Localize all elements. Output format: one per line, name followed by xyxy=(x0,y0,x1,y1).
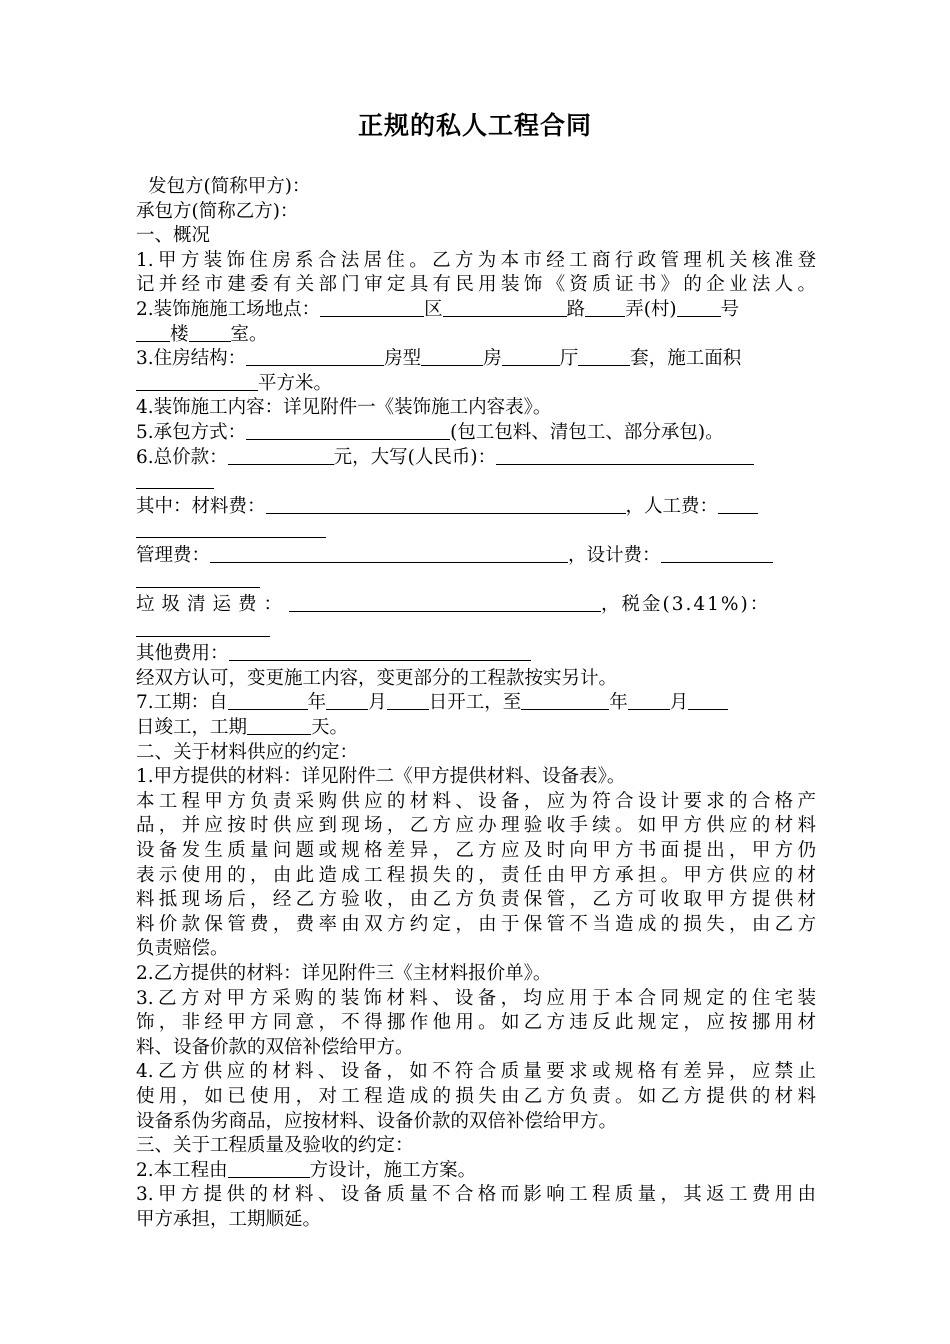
material-fee-blank xyxy=(266,495,626,514)
rooms-blank xyxy=(421,347,483,366)
paragraph-line: 设备系伪劣商品，应按材料、设备价款的双倍补偿给甲方。 xyxy=(136,1110,618,1132)
designer-blank xyxy=(228,1159,310,1178)
room-blank xyxy=(189,323,231,342)
housing-structure-line: 3.住房结构： 房型 房 厅 套，施工面积 xyxy=(136,348,742,370)
start-month-blank xyxy=(326,691,368,710)
paragraph-line: 本工程甲方负责采购供应的材料、设备，应为符合设计要求的合格产 xyxy=(136,790,816,812)
labor-fee-blank xyxy=(718,495,758,514)
waste-fee-blank xyxy=(289,593,601,612)
paragraph-line: 表示使用的，由此造成工程损失的，责任由甲方承担。甲方供应的材 xyxy=(136,864,816,886)
paragraph-line: 饰，非经甲方同意，不得挪作他用。如乙方违反此规定，应按挪用材 xyxy=(136,1012,816,1034)
end-month-blank xyxy=(628,691,670,710)
design-party-line: 2.本工程由 方设计，施工方案。 xyxy=(136,1159,477,1181)
end-year-blank xyxy=(521,691,609,710)
area-blank xyxy=(136,372,258,391)
method-blank xyxy=(246,421,450,440)
paragraph-line: 品，并应按时供应到现场，乙方应办理验收手续。如甲方供应的材料 xyxy=(136,815,816,837)
district-blank xyxy=(320,298,424,317)
paragraph-line: 4.乙方供应的材料、设备，如不符合质量要求或规格有差异，应禁止 xyxy=(136,1061,816,1083)
contract-method-line: 5.承包方式： (包工包料、清包工、部分承包)。 xyxy=(136,421,724,443)
section-heading-quality: 三、关于工程质量及验收的约定： xyxy=(136,1135,414,1157)
document-title: 正规的私人工程合同 xyxy=(357,111,592,140)
paragraph-line: 记并经市建委有关部门审定具有民用装饰《资质证书》的企业法人。 xyxy=(136,274,816,296)
paragraph-line: 料价款保管费，费率由双方约定，由于保管不当造成的损失，由乙方 xyxy=(136,913,816,935)
paragraph-line: 料、设备价款的双倍补偿给甲方。 xyxy=(136,1036,414,1058)
management-fee-line: 管理费： ，设计费： xyxy=(136,544,816,569)
paragraph-line: 使用，如已使用，对工程造成的损失由乙方负责。如乙方提供的材料 xyxy=(136,1085,816,1107)
paragraph-line: 设备发生质量问题或规格差异，乙方应及时向甲方书面提出，甲方仍 xyxy=(136,840,816,862)
halls-blank xyxy=(502,347,560,366)
site-address-line-2: 楼 室。 xyxy=(136,323,816,348)
paragraph-line: 甲方承担，工期顺延。 xyxy=(136,1208,322,1230)
total-price-line-2 xyxy=(136,470,816,495)
paragraph-line: 3.甲方提供的材料、设备质量不合格而影响工程质量，其返工费用由 xyxy=(136,1184,816,1206)
number-blank xyxy=(677,298,721,317)
content-line: 4.装饰施工内容：详见附件一《装饰施工内容表》。 xyxy=(136,397,552,419)
lane-blank xyxy=(585,298,625,317)
other-fee-line: 其他费用： xyxy=(136,642,816,667)
change-price-line: 经双方认可，变更施工内容，变更部分的工程款按实另计。 xyxy=(136,667,618,689)
party-b-line: 承包方(简称乙方)： xyxy=(136,200,299,222)
contract-body xyxy=(136,175,816,1233)
section-heading-overview: 一、概况 xyxy=(136,225,211,247)
paragraph-line: 2.乙方提供的材料：详见附件三《主材料报价单》。 xyxy=(136,963,552,984)
paragraph-line: 1.甲方提供的材料：详见附件二《甲方提供材料、设备表》。 xyxy=(136,766,626,788)
party-a-line: 发包方(简称甲方)： xyxy=(148,176,311,197)
amount-words-blank-cont xyxy=(136,470,214,489)
other-fee-blank xyxy=(229,642,531,661)
paragraph-line: 3.乙方对甲方采购的装饰材料、设备，均应用于本合同规定的住宅装 xyxy=(136,987,816,1009)
start-year-blank xyxy=(228,691,308,710)
tax-blank xyxy=(136,618,270,637)
design-fee-blank-cont xyxy=(136,569,260,588)
start-day-blank xyxy=(387,691,429,710)
material-fee-line: 其中：材料费： ，人工费： xyxy=(136,495,816,520)
end-day-blank xyxy=(688,691,728,710)
waste-fee-line-2 xyxy=(136,618,816,643)
duration-days-blank xyxy=(247,716,311,735)
material-fee-line-2 xyxy=(136,519,816,544)
management-fee-line-2 xyxy=(136,569,816,594)
total-price-line: 6.总价款： 元，大写(人民币)： xyxy=(136,446,816,471)
structure-blank xyxy=(246,347,384,366)
design-fee-blank xyxy=(661,544,773,563)
paragraph-line: 负责赔偿。 xyxy=(136,938,229,960)
labor-fee-blank-cont xyxy=(136,519,326,538)
road-blank xyxy=(443,298,567,317)
duration-line: 7.工期：自 年 月 日开工，至 年 月 xyxy=(136,691,816,716)
sets-blank xyxy=(578,347,630,366)
duration-line-2: 日竣工，工期 天。 xyxy=(136,717,349,739)
paragraph-line: 料抵现场后，经乙方验收，由乙方负责保管，乙方可收取甲方提供材 xyxy=(136,889,816,911)
amount-blank xyxy=(228,446,334,465)
paragraph-line: 1.甲方装饰住房系合法居住。乙方为本市经工商行政管理机关核准登 xyxy=(136,249,816,271)
amount-words-blank xyxy=(496,446,754,465)
building-blank xyxy=(136,323,170,342)
section-heading-materials: 二、关于材料供应的约定： xyxy=(136,741,359,763)
waste-fee-line: 垃圾清运费： ，税金(3.41%)： xyxy=(136,594,771,616)
site-address-line: 2.装饰施施工场地点： 区 路 弄(村) 号 xyxy=(136,298,740,320)
area-line: 平方米。 xyxy=(136,372,816,397)
management-fee-blank xyxy=(210,544,568,563)
